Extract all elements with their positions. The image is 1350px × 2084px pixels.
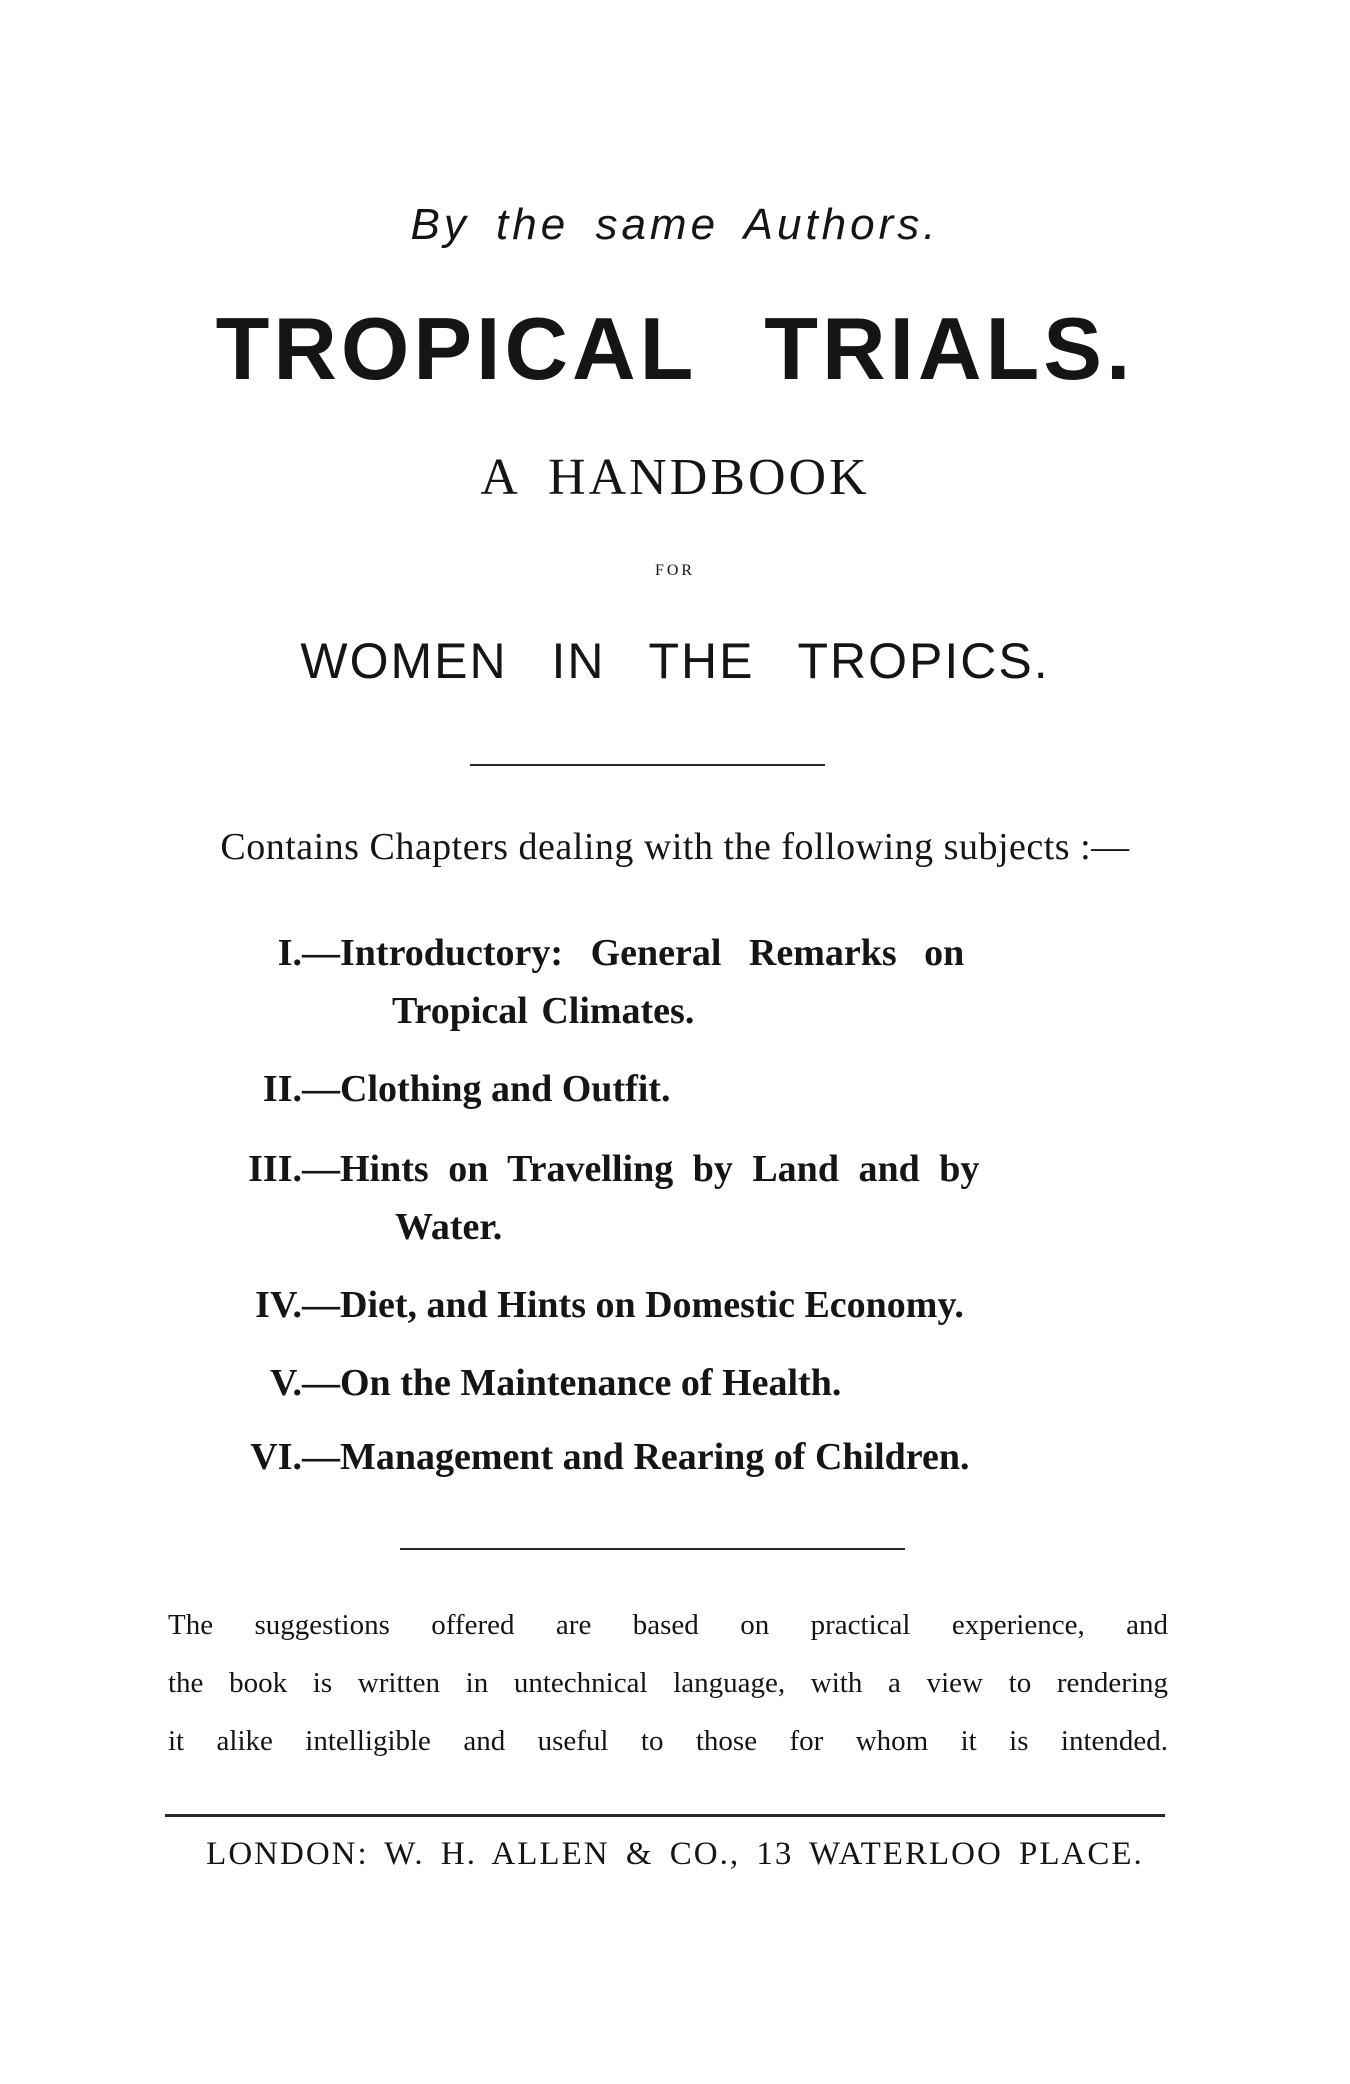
chapter-number: VI.— bbox=[250, 1436, 340, 1478]
description-line: the book is written in untechnical language, with a view to rendering bbox=[168, 1667, 1168, 1699]
chapter-number: III.— bbox=[248, 1148, 340, 1190]
description-line: The suggestions offered are based on practical experience, and bbox=[168, 1609, 1168, 1641]
chapter-item bbox=[248, 1148, 980, 1248]
book-description bbox=[168, 1596, 1168, 1770]
chapter-number: II.— bbox=[262, 1068, 340, 1110]
chapter-title: Hints on Travelling by Land and by bbox=[340, 1148, 980, 1190]
book-title: TROPICAL TRIALS. bbox=[215, 299, 1135, 398]
chapter-title: Introductory: General Remarks on bbox=[340, 932, 965, 974]
chapter-number: I.— bbox=[277, 932, 340, 974]
subtitle-connector: FOR bbox=[654, 562, 696, 579]
contents-intro: Contains Chapters dealing with the following subjects :— bbox=[220, 826, 1130, 868]
chapter-title-continuation: Water. bbox=[395, 1206, 503, 1248]
chapter-item bbox=[269, 1362, 842, 1404]
chapter-number: V.— bbox=[269, 1362, 340, 1404]
publisher-imprint: LONDON: W. H. ALLEN & CO., 13 WATERLOO PLACE. bbox=[206, 1836, 1144, 1872]
chapter-title: Clothing and Outfit. bbox=[340, 1068, 671, 1110]
chapter-number: IV.— bbox=[255, 1284, 340, 1326]
chapter-item bbox=[277, 932, 965, 1032]
divider-middle bbox=[400, 1548, 905, 1550]
book-subtitle: A HANDBOOK bbox=[480, 449, 870, 506]
chapter-title: Diet, and Hints on Domestic Economy. bbox=[340, 1284, 964, 1326]
chapter-item bbox=[250, 1436, 970, 1478]
chapter-item bbox=[255, 1284, 964, 1326]
divider-bottom bbox=[165, 1814, 1165, 1817]
chapter-title-continuation: Tropical Climates. bbox=[392, 990, 695, 1032]
chapter-title: Management and Rearing of Children. bbox=[340, 1436, 970, 1478]
chapter-item bbox=[262, 1068, 671, 1110]
book-audience: WOMEN IN THE TROPICS. bbox=[300, 633, 1050, 689]
description-line: it alike intelligible and useful to those for whom it is intended. bbox=[168, 1725, 1168, 1757]
chapter-title: On the Maintenance of Health. bbox=[340, 1362, 842, 1404]
byline: By the same Authors. bbox=[410, 200, 940, 249]
